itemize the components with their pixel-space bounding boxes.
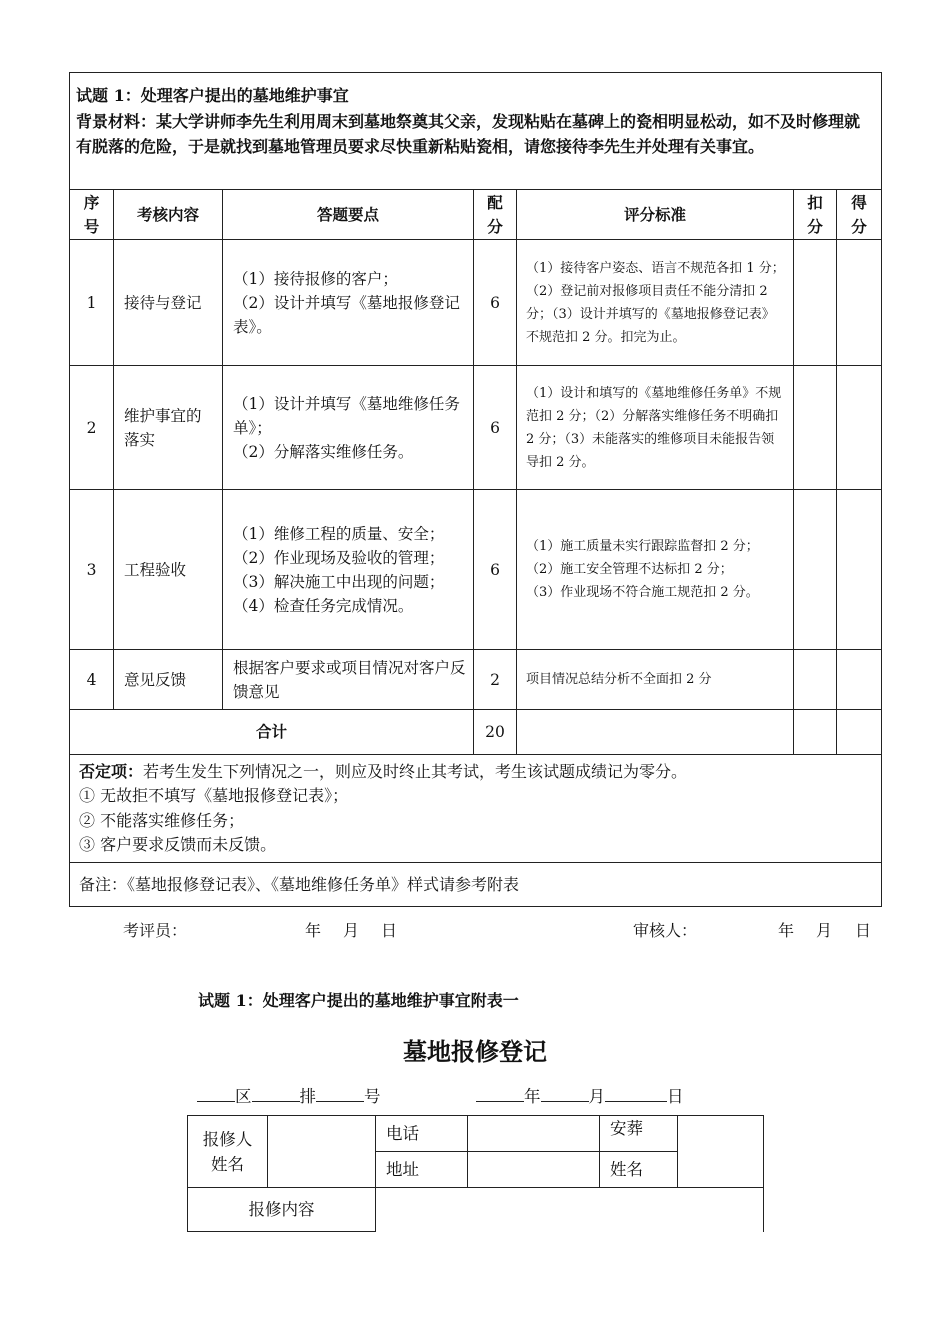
score-cell[interactable] bbox=[837, 240, 882, 366]
location-line bbox=[197, 1083, 381, 1107]
repair-registration-form bbox=[187, 1115, 764, 1232]
total-criteria-cell bbox=[517, 710, 794, 755]
veto-section bbox=[70, 755, 882, 863]
veto-item: ① 无故拒不填写《墓地报修登记表》； bbox=[79, 786, 349, 805]
row-seq: 2 bbox=[70, 366, 114, 490]
point-item: （1）接待报修的客户； bbox=[233, 269, 398, 288]
row-seq: 4 bbox=[70, 650, 114, 710]
reporter-name-label: 报修人姓名 bbox=[188, 1116, 268, 1188]
point-item: （2）设计并填写《墓地报修登记表》。 bbox=[233, 293, 460, 336]
note-text: 备注：《墓地报修登记表》、《墓地维修任务单》样式请参考附表 bbox=[70, 863, 882, 907]
row-content: 接待与登记 bbox=[114, 240, 223, 366]
veto-item: ② 不能落实维修任务； bbox=[79, 810, 245, 830]
reporter-name-field[interactable] bbox=[268, 1116, 376, 1188]
date-line bbox=[476, 1083, 684, 1107]
row-content: 意见反馈 bbox=[114, 650, 223, 710]
auditor-label: 审核人： bbox=[633, 921, 698, 940]
buried-label-top: 安葬 bbox=[600, 1116, 678, 1152]
row-score: 6 bbox=[474, 240, 517, 366]
number-label: 号 bbox=[364, 1087, 381, 1106]
point-item: （1）设计并填写《墓地维修任务单》； bbox=[233, 394, 460, 437]
month-label: 月 bbox=[588, 1087, 605, 1106]
veto-row bbox=[70, 755, 882, 863]
score-cell[interactable] bbox=[837, 490, 882, 650]
header-points: 答题要点 bbox=[223, 190, 474, 240]
row-content: 工程验收 bbox=[114, 490, 223, 650]
year-blank[interactable] bbox=[476, 1083, 524, 1102]
auditor-month: 月 bbox=[816, 921, 833, 940]
point-item: （2）分解落实维修任务。 bbox=[233, 442, 414, 461]
row-score: 6 bbox=[474, 366, 517, 490]
auditor-day: 日 bbox=[855, 921, 872, 940]
veto-label: 否定项： bbox=[79, 761, 144, 781]
row-points bbox=[223, 366, 474, 490]
question-header bbox=[70, 73, 882, 190]
point-item: （1）维修工程的质量、安全； bbox=[233, 524, 445, 543]
reviewer-month: 月 bbox=[343, 921, 360, 940]
header-deduct: 扣分 bbox=[794, 190, 837, 240]
row-criteria: （1）设计和填写的《墓地维修任务单》不规范扣 2 分；（2）分解落实维修任务不明确扣 2 分；（3）未能落实的维修项目未能报告领导扣 2 分。 bbox=[517, 366, 794, 490]
total-row bbox=[70, 710, 882, 755]
row-points bbox=[223, 490, 474, 650]
table-row bbox=[70, 650, 882, 710]
table-header-row bbox=[70, 190, 882, 240]
total-score: 20 bbox=[474, 710, 517, 755]
header-criteria: 评分标准 bbox=[517, 190, 794, 240]
day-blank[interactable] bbox=[605, 1083, 667, 1102]
row-score: 6 bbox=[474, 490, 517, 650]
point-item: （3）解决施工中出现的问题； bbox=[233, 572, 445, 591]
appendix-title: 墓地报修登记 bbox=[403, 1037, 547, 1066]
point-item: （2）作业现场及验收的管理； bbox=[233, 548, 445, 567]
month-blank[interactable] bbox=[541, 1083, 589, 1102]
row-label: 排 bbox=[299, 1087, 316, 1106]
total-deduct-cell[interactable] bbox=[794, 710, 837, 755]
area-label: 区 bbox=[235, 1087, 252, 1106]
total-label: 合计 bbox=[70, 710, 474, 755]
repair-content-field[interactable] bbox=[376, 1188, 764, 1232]
table-row bbox=[70, 240, 882, 366]
background-label: 背景材料： bbox=[76, 111, 157, 131]
assessment-table bbox=[69, 72, 882, 907]
phone-label: 电话 bbox=[376, 1116, 468, 1152]
header-content: 考核内容 bbox=[114, 190, 223, 240]
point-item: （4）检查任务完成情况。 bbox=[233, 596, 414, 615]
area-blank[interactable] bbox=[197, 1083, 235, 1102]
year-label: 年 bbox=[524, 1087, 541, 1106]
deduct-cell[interactable] bbox=[794, 366, 837, 490]
reviewer-label: 考评员： bbox=[123, 921, 188, 940]
row-points: 根据客户要求或项目情况对客户反馈意见 bbox=[223, 650, 474, 710]
veto-text: 若考生发生下列情况之一，则应及时终止其考试，考生该试题成绩记为零分。 bbox=[143, 761, 688, 781]
reviewer-day: 日 bbox=[381, 921, 398, 940]
total-got-cell[interactable] bbox=[837, 710, 882, 755]
address-field[interactable] bbox=[468, 1152, 600, 1188]
row-score: 2 bbox=[474, 650, 517, 710]
buried-name-field[interactable] bbox=[678, 1116, 764, 1188]
buried-label-bottom: 姓名 bbox=[600, 1152, 678, 1188]
row-content: 维护事宜的落实 bbox=[114, 366, 223, 490]
veto-item: ③ 客户要求反馈而未反馈。 bbox=[79, 835, 277, 854]
score-cell[interactable] bbox=[837, 366, 882, 490]
table-row bbox=[70, 366, 882, 490]
criteria-item: （2）施工安全管理不达标扣 2 分； bbox=[526, 562, 733, 577]
row-criteria: （1）接待客户姿态、语言不规范各扣 1 分；（2）登记前对报修项目责任不能分清扣 2 分；（3）设计并填写的《墓地报修登记表》不规范扣 2 分。扣完为止。 bbox=[517, 240, 794, 366]
day-label: 日 bbox=[667, 1087, 684, 1106]
row-criteria bbox=[517, 490, 794, 650]
number-blank[interactable] bbox=[316, 1083, 364, 1102]
row-criteria: 项目情况总结分析不全面扣 2 分 bbox=[517, 650, 794, 710]
note-row bbox=[70, 863, 882, 907]
criteria-item: （1）施工质量未实行跟踪监督扣 2 分； bbox=[526, 539, 759, 554]
table-row bbox=[70, 490, 882, 650]
address-label: 地址 bbox=[376, 1152, 468, 1188]
phone-field[interactable] bbox=[468, 1116, 600, 1152]
deduct-cell[interactable] bbox=[794, 650, 837, 710]
reviewer-year: 年 bbox=[305, 921, 322, 940]
deduct-cell[interactable] bbox=[794, 490, 837, 650]
header-got: 得分 bbox=[837, 190, 882, 240]
background-text: 某大学讲师李先生利用周末到墓地祭奠其父亲，发现粘贴在墓碑上的瓷相明显松动，如不及时修理就有脱落的危险，于是就找到墓地管理员要求尽快重新粘贴瓷相，请您接待李先生并处理有关事宜。 bbox=[76, 111, 861, 156]
row-blank[interactable] bbox=[252, 1083, 300, 1102]
row-seq: 3 bbox=[70, 490, 114, 650]
header-score: 配分 bbox=[474, 190, 517, 240]
criteria-item: （3）作业现场不符合施工规范扣 2 分。 bbox=[526, 585, 759, 600]
appendix-subtitle: 试题 1：处理客户提出的墓地维护事宜附表一 bbox=[198, 991, 519, 1010]
score-cell[interactable] bbox=[837, 650, 882, 710]
question-title: 试题 1：处理客户提出的墓地维护事宜 bbox=[76, 86, 349, 105]
row-seq: 1 bbox=[70, 240, 114, 366]
auditor-year: 年 bbox=[778, 921, 795, 940]
header-seq: 序号 bbox=[70, 190, 114, 240]
repair-content-label: 报修内容 bbox=[188, 1188, 376, 1232]
deduct-cell[interactable] bbox=[794, 240, 837, 366]
row-points bbox=[223, 240, 474, 366]
